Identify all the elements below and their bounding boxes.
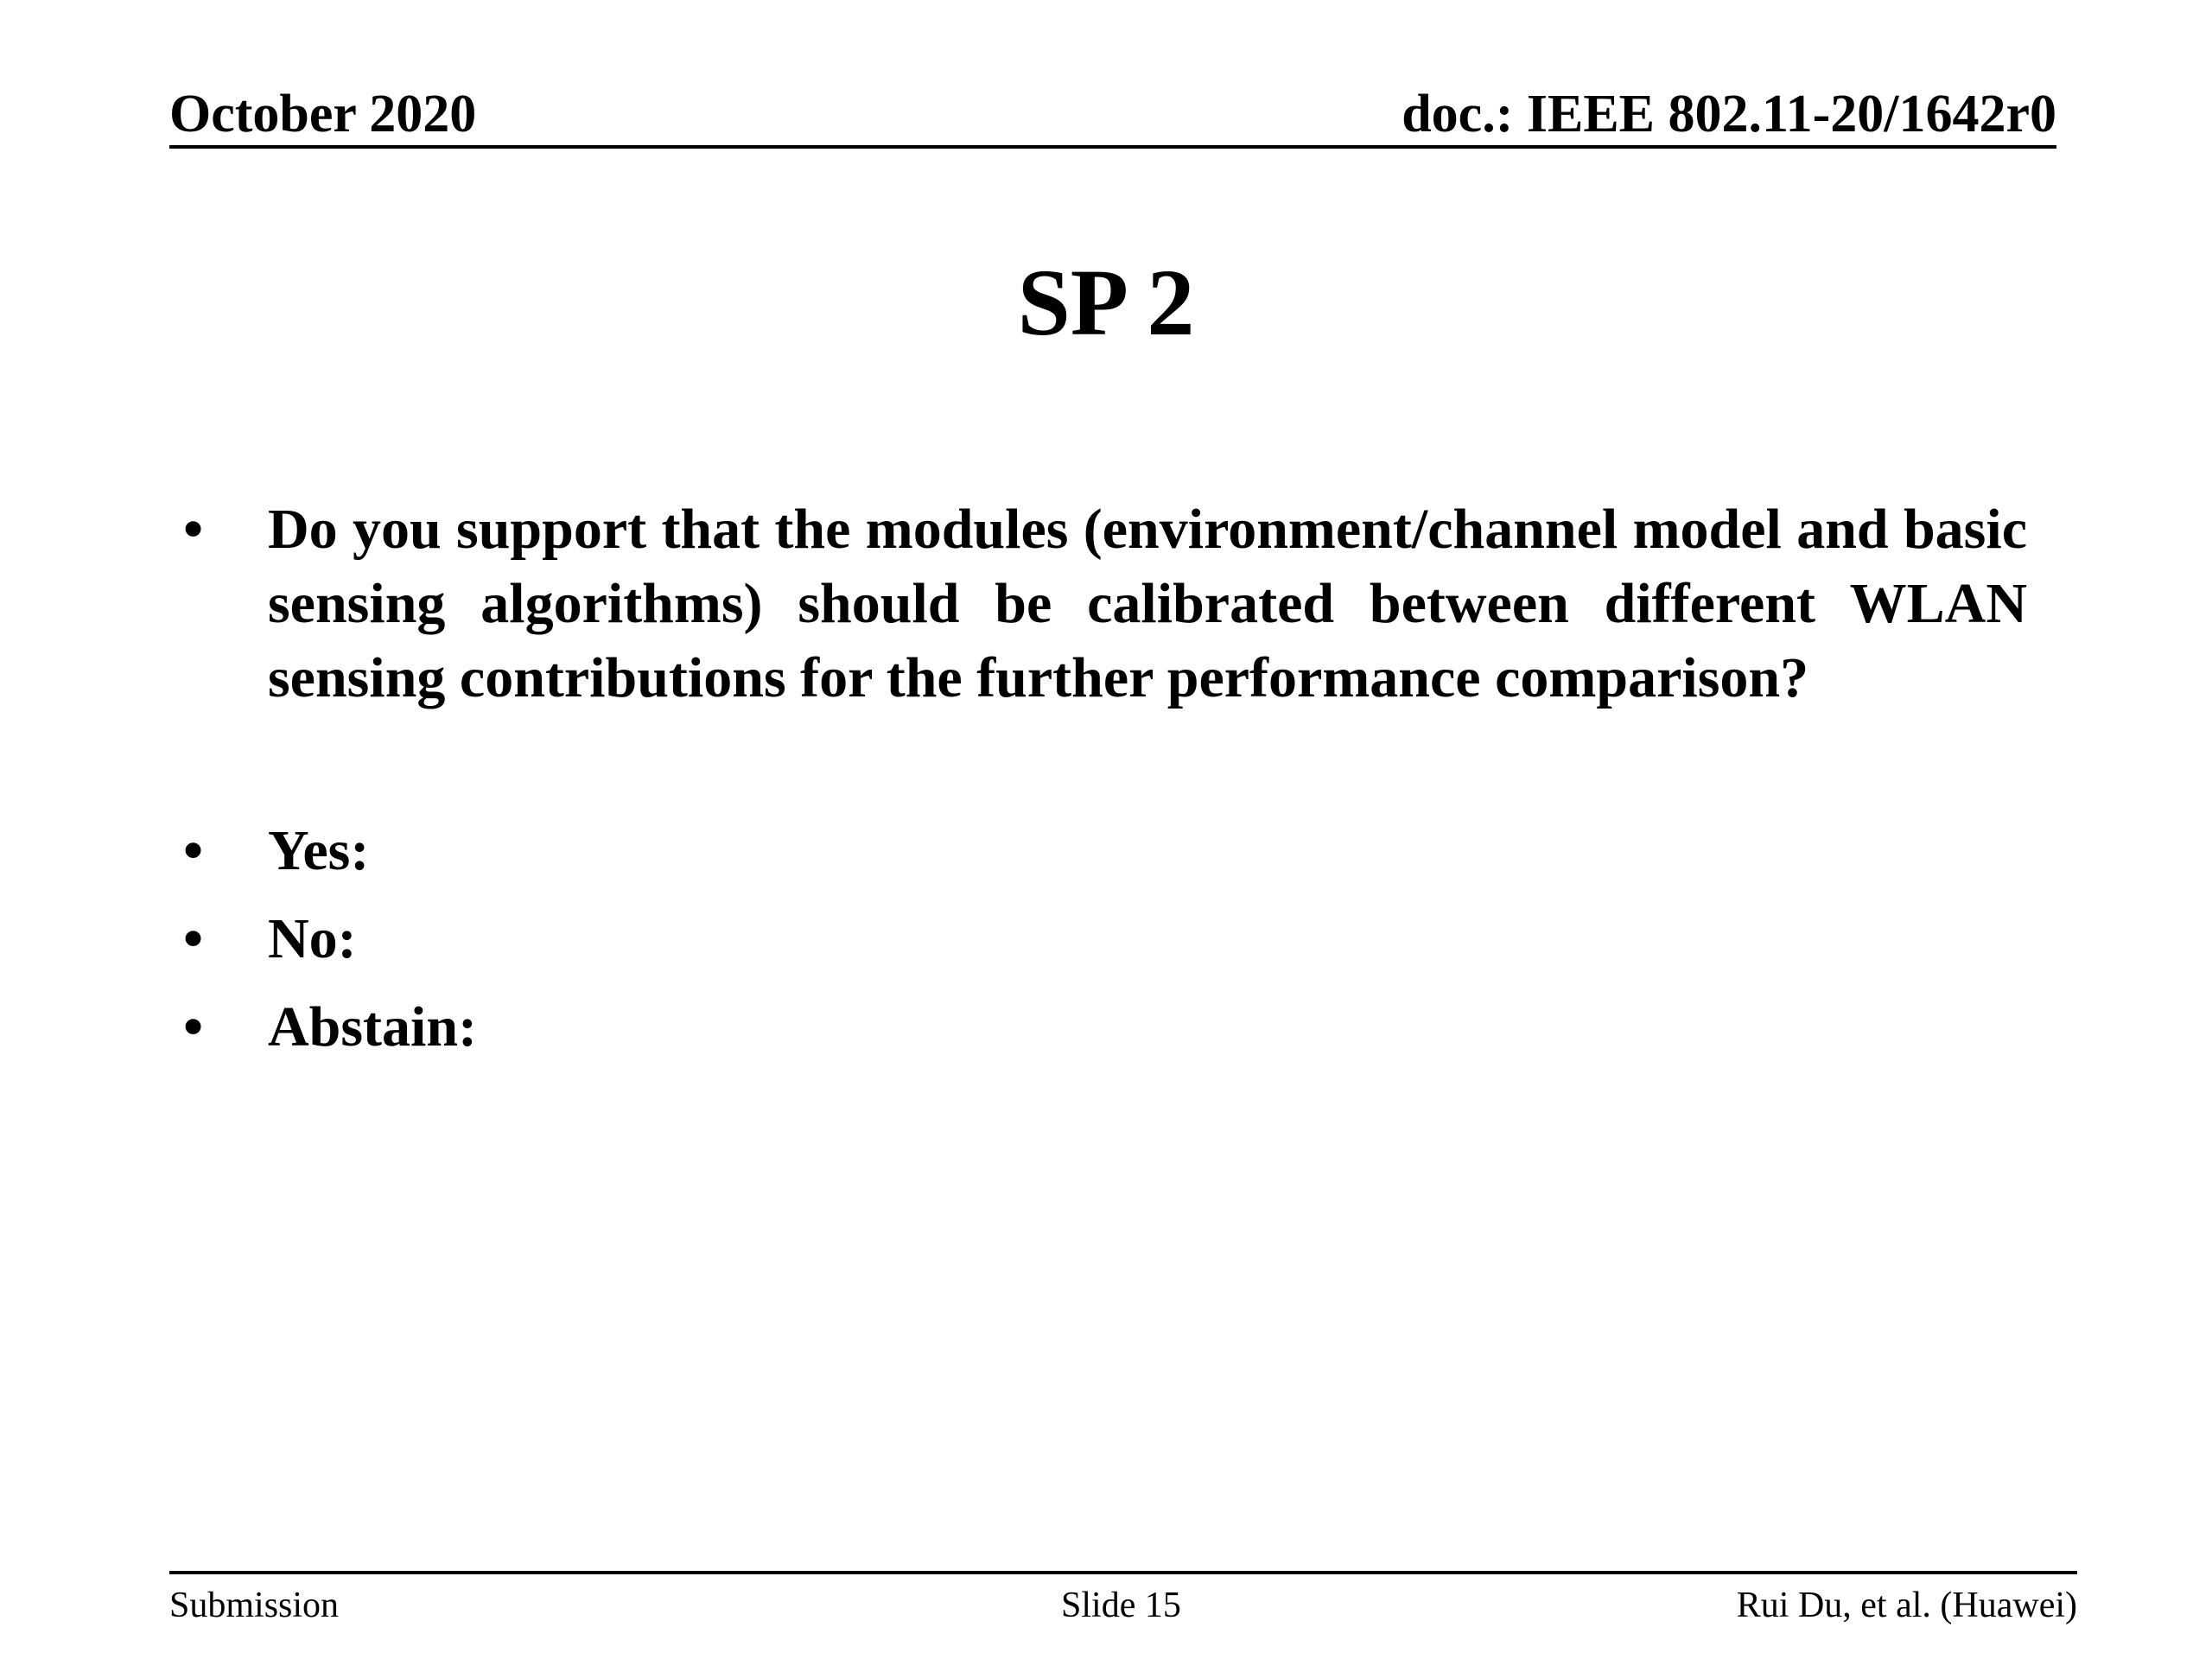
slide-header xyxy=(169,79,2056,149)
bullet-icon: • xyxy=(183,995,204,1058)
option-label: Yes: xyxy=(268,819,370,882)
question-item xyxy=(169,493,2027,715)
bullet-icon: • xyxy=(183,498,204,561)
bullet-icon: • xyxy=(183,907,204,970)
option-no xyxy=(169,902,2027,976)
option-yes xyxy=(169,814,2027,888)
header-date: October 2020 xyxy=(169,85,477,143)
header-divider xyxy=(169,145,2056,149)
option-label: No: xyxy=(268,907,357,970)
slide-footer xyxy=(169,1580,2077,1631)
bullet-icon: • xyxy=(183,819,204,882)
footer-slide-number: Slide 15 xyxy=(1061,1586,1181,1625)
slide-body xyxy=(169,493,2027,1065)
footer-divider xyxy=(169,1571,2077,1574)
slide-title: SP 2 xyxy=(1017,250,1195,355)
header-doc-id: doc.: IEEE 802.11-20/1642r0 xyxy=(1402,85,2056,143)
question-text: Do you support that the modules (environment/channel model and basic sensing algorithms) should be calibrated between different WLAN sensing contributions for the further performance comparison? xyxy=(268,498,2027,709)
footer-author: Rui Du, et al. (Huawei) xyxy=(1736,1586,2077,1625)
option-abstain xyxy=(169,990,2027,1065)
option-label: Abstain: xyxy=(268,995,478,1058)
footer-submission: Submission xyxy=(169,1586,340,1625)
